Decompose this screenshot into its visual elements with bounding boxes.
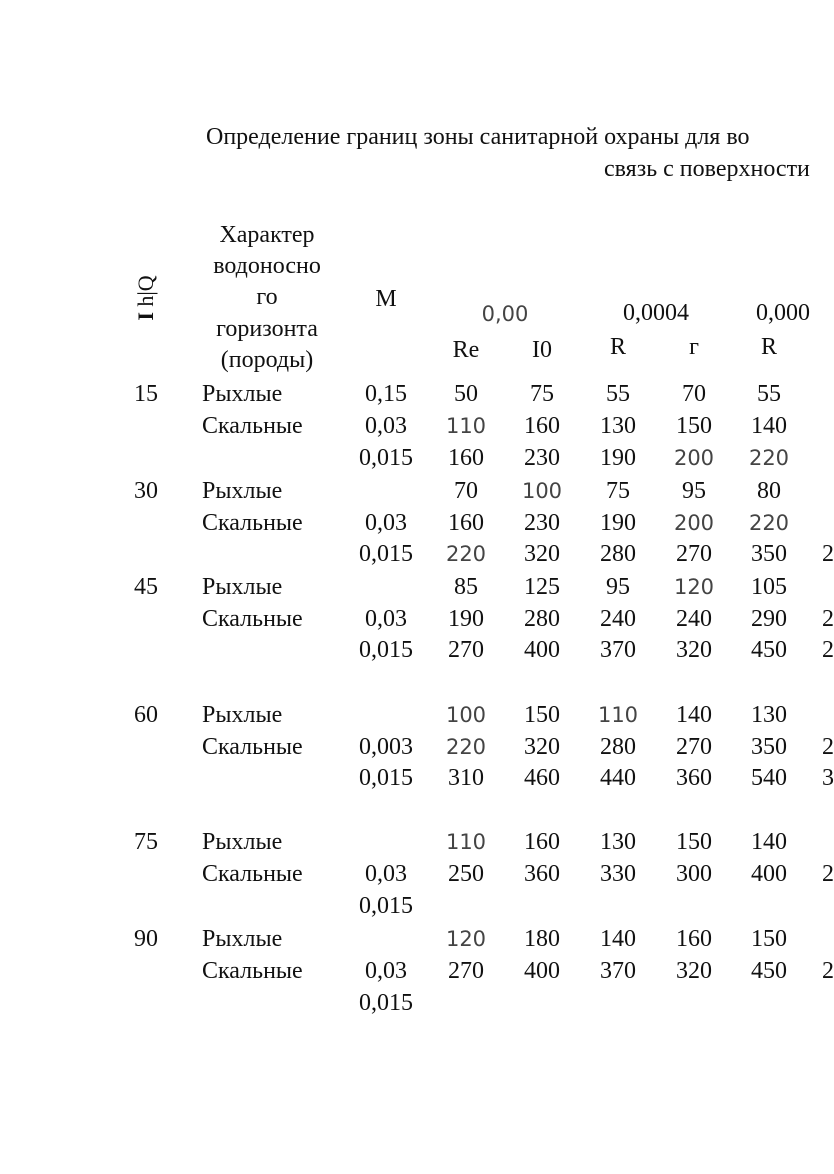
- row-value: 460: [524, 765, 560, 791]
- row-value: 360: [676, 765, 712, 791]
- h-q-header-num: I: [133, 312, 158, 321]
- row-rock-type: Скальные: [202, 606, 303, 632]
- row-value: 105: [751, 574, 787, 600]
- row-value: 400: [524, 958, 560, 984]
- row-value: 200: [673, 511, 715, 535]
- row-rock-type: Рыхлые: [202, 829, 283, 855]
- row-depth: 45: [134, 574, 158, 600]
- row-value: 140: [676, 702, 712, 728]
- row-value: 150: [676, 413, 712, 439]
- row-value: 220: [445, 542, 487, 566]
- row-depth: 90: [134, 926, 158, 952]
- row-value: 110: [597, 703, 639, 727]
- row-m-value: 0,03: [365, 606, 407, 632]
- row-m-value: 0,015: [359, 637, 413, 663]
- row-value: 320: [676, 958, 712, 984]
- gradient-header: 0,00: [481, 302, 529, 326]
- title-line-1: Определение границ зоны санитарной охраны для во: [206, 124, 750, 150]
- row-value: 320: [524, 541, 560, 567]
- row-value: 370: [600, 637, 636, 663]
- row-value: 130: [600, 413, 636, 439]
- character-header-line: Характер: [219, 222, 315, 248]
- row-value: 310: [448, 765, 484, 791]
- row-value: 150: [524, 702, 560, 728]
- title-line-2: связь с поверхности: [604, 156, 810, 182]
- row-rock-type: Скальные: [202, 510, 303, 536]
- row-value: 350: [751, 734, 787, 760]
- sub-header: R: [760, 334, 778, 360]
- row-value: 190: [600, 510, 636, 536]
- row-value: 70: [454, 478, 478, 504]
- row-value: 100: [521, 479, 563, 503]
- row-value: 190: [448, 606, 484, 632]
- row-value: 2: [822, 734, 834, 760]
- row-value: 270: [448, 958, 484, 984]
- row-m-value: 0,003: [359, 734, 413, 760]
- row-depth: 30: [134, 478, 158, 504]
- sub-header: R: [609, 334, 627, 360]
- row-value: 220: [748, 446, 790, 470]
- row-value: 55: [757, 381, 781, 407]
- row-rock-type: Скальные: [202, 861, 303, 887]
- row-value: 540: [751, 765, 787, 791]
- row-value: 160: [524, 413, 560, 439]
- row-depth: 15: [134, 381, 158, 407]
- row-value: 290: [751, 606, 787, 632]
- row-value: 85: [454, 574, 478, 600]
- row-value: 270: [448, 637, 484, 663]
- row-depth: 75: [134, 829, 158, 855]
- row-value: 240: [600, 606, 636, 632]
- row-value: 160: [524, 829, 560, 855]
- row-value: 160: [676, 926, 712, 952]
- row-value: 50: [454, 381, 478, 407]
- row-m-value: 0,15: [365, 381, 407, 407]
- row-value: 130: [600, 829, 636, 855]
- row-value: 400: [751, 861, 787, 887]
- row-value: 3: [822, 765, 834, 791]
- gradient-header: 0,0004: [623, 300, 689, 326]
- row-value: 180: [524, 926, 560, 952]
- row-value: 100: [445, 703, 487, 727]
- row-value: 140: [600, 926, 636, 952]
- row-value: 200: [673, 446, 715, 470]
- row-value: 160: [448, 445, 484, 471]
- row-value: 2: [822, 637, 834, 663]
- row-value: 80: [757, 478, 781, 504]
- row-rock-type: Скальные: [202, 958, 303, 984]
- row-value: 440: [600, 765, 636, 791]
- row-value: 70: [682, 381, 706, 407]
- row-m-value: 0,015: [359, 445, 413, 471]
- row-value: 230: [524, 445, 560, 471]
- row-value: 2: [822, 606, 834, 632]
- row-depth: 60: [134, 702, 158, 728]
- character-header: [200, 220, 334, 376]
- row-value: 220: [748, 511, 790, 535]
- row-value: 150: [751, 926, 787, 952]
- row-m-value: 0,015: [359, 765, 413, 791]
- row-value: 140: [751, 829, 787, 855]
- character-header-line: (породы): [220, 346, 314, 373]
- row-m-value: 0,015: [359, 893, 413, 919]
- row-rock-type: Скальные: [202, 413, 303, 439]
- row-rock-type: Рыхлые: [202, 926, 283, 952]
- row-value: 400: [524, 637, 560, 663]
- row-value: 125: [524, 574, 560, 600]
- row-value: 270: [676, 734, 712, 760]
- row-value: 370: [600, 958, 636, 984]
- row-value: 2: [822, 958, 834, 984]
- row-m-value: 0,03: [365, 861, 407, 887]
- row-value: 110: [445, 414, 487, 438]
- row-value: 320: [524, 734, 560, 760]
- row-m-value: 0,03: [365, 413, 407, 439]
- row-value: 55: [606, 381, 630, 407]
- row-rock-type: Рыхлые: [202, 574, 283, 600]
- row-value: 95: [682, 478, 706, 504]
- gradient-header: 0,000: [756, 300, 810, 326]
- row-value: 450: [751, 958, 787, 984]
- sub-header: I0: [532, 337, 552, 363]
- row-value: 330: [600, 861, 636, 887]
- row-value: 110: [445, 830, 487, 854]
- row-value: 320: [676, 637, 712, 663]
- row-value: 280: [524, 606, 560, 632]
- row-value: 75: [530, 381, 554, 407]
- row-value: 300: [676, 861, 712, 887]
- row-value: 120: [445, 927, 487, 951]
- row-value: 140: [751, 413, 787, 439]
- row-value: 250: [448, 861, 484, 887]
- character-header-line: горизонта: [216, 315, 318, 342]
- h-q-header-rest: h|Q: [133, 275, 158, 307]
- character-header-line: водоносно: [213, 253, 321, 280]
- row-value: 280: [600, 734, 636, 760]
- row-m-value: 0,015: [359, 990, 413, 1016]
- row-value: 75: [606, 478, 630, 504]
- row-m-value: 0,03: [365, 958, 407, 984]
- row-value: 360: [524, 861, 560, 887]
- row-rock-type: Рыхлые: [202, 381, 283, 407]
- row-value: 230: [524, 510, 560, 536]
- row-value: 95: [606, 574, 630, 600]
- row-value: 2: [822, 541, 834, 567]
- m-header: M: [375, 286, 397, 312]
- h-q-header: [133, 275, 159, 320]
- row-m-value: 0,03: [365, 510, 407, 536]
- row-value: 350: [751, 541, 787, 567]
- row-value: 450: [751, 637, 787, 663]
- character-header-line: го: [256, 284, 278, 311]
- row-value: 120: [673, 575, 715, 599]
- row-value: 160: [448, 510, 484, 536]
- row-value: 130: [751, 702, 787, 728]
- row-value: 220: [445, 735, 487, 759]
- sub-header: г: [689, 334, 699, 360]
- row-rock-type: Скальные: [202, 734, 303, 760]
- row-value: 190: [600, 445, 636, 471]
- row-value: 240: [676, 606, 712, 632]
- row-value: 2: [822, 861, 834, 887]
- row-value: 280: [600, 541, 636, 567]
- row-value: 150: [676, 829, 712, 855]
- sub-header: Re: [452, 337, 480, 363]
- row-m-value: 0,015: [359, 541, 413, 567]
- row-rock-type: Рыхлые: [202, 702, 283, 728]
- row-value: 270: [676, 541, 712, 567]
- row-rock-type: Рыхлые: [202, 478, 283, 504]
